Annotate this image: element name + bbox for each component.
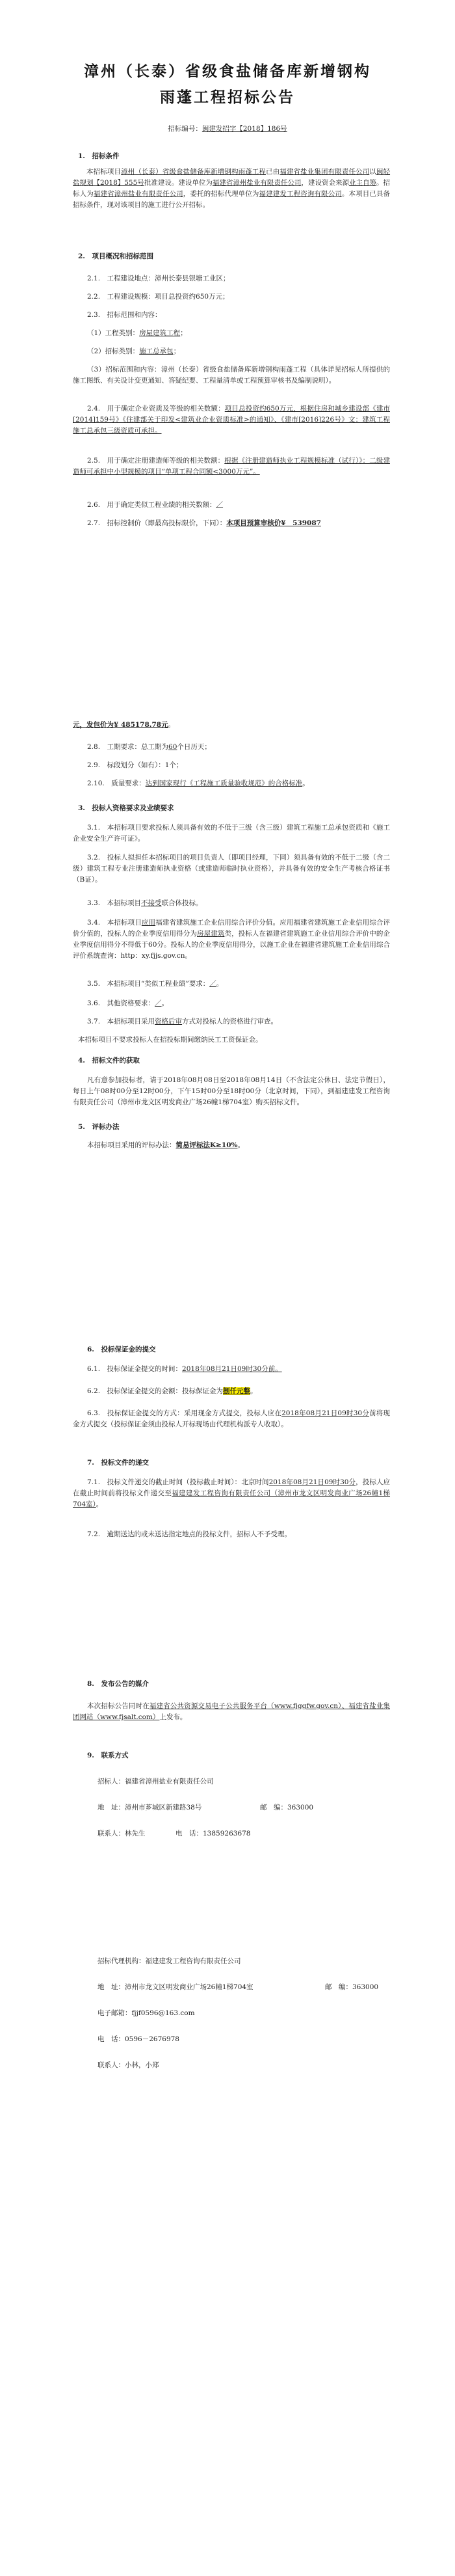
agent-name: 招标代理机构：福建建发工程咨询有限责任公司 bbox=[98, 1957, 241, 1965]
agent-phone: 电 话：0596－2676978 bbox=[98, 2035, 179, 2043]
section-9-heading: 9. 联系方式 bbox=[87, 1752, 129, 1759]
s7-item-2: 7.2. 逾期送达的或未送达指定地点的投标文件，招标人不予受理。 bbox=[87, 1530, 292, 1538]
s4-body: 凡有意参加投标者，请于2018年08月08日至2018年08月14日（不含法定公休日、法定节假日），每日上午08时00分至12时00分，下午15时00分至18时00分（北京时间，下同），到福建建发工程咨询有限责任公司（漳州市龙文区明发商业广场26幢1梯704室）购买招标文件。 bbox=[73, 1076, 390, 1106]
tender-number-label: 招标编号： bbox=[168, 125, 202, 133]
section-6-heading: 6. 投标保证金的提交 bbox=[87, 1346, 156, 1353]
s2-item-8: 2.8. 工期要求：总工期为60个日历天； bbox=[87, 743, 211, 751]
tender-number-value: 闽建发招字【2018】186号 bbox=[202, 125, 287, 133]
s2-item-6: 2.6. 用于确定类似工程业绩的相关数额：／ bbox=[87, 501, 224, 509]
s6-item-2: 6.2. 投标保证金提交的金额：投标保证金为捌仟元整。 bbox=[87, 1387, 257, 1395]
s2-item-10: 2.10. 质量要求：达到国家现行《工程施工质量验收规范》的合格标准。 bbox=[87, 780, 309, 787]
tender-number bbox=[0, 124, 455, 135]
s2-item-3-1: （1）工程类别：房屋建筑工程； bbox=[87, 329, 187, 337]
s2-item-7: 2.7. 招标控制价（即最高投标限价，下同）：本项目预算审核价¥ 539087 bbox=[87, 519, 321, 527]
s5-body: 本招标项目采用的评标办法：简易评标法K≥10%。 bbox=[87, 1141, 245, 1149]
page-title-line1: 漳州（长泰）省级食盐储备库新增钢构 bbox=[84, 63, 371, 80]
s2-item-4: 2.4. 用于确定企业资质及等级的相关数额：项目总投资约650万元，根据住房和城乡建设部《建市[2014]159号》《住建部关于印发<建筑业企业资质标准>的通知》、《建市[2016]226号》文：建筑工程施工总承包三级资质可承担。 bbox=[73, 405, 390, 435]
section-3-heading: 3. 投标人资格要求及业绩要求 bbox=[78, 804, 174, 812]
page-title-line2: 雨蓬工程招标公告 bbox=[160, 89, 295, 106]
section-8-heading: 8. 发布公告的媒介 bbox=[87, 1680, 149, 1688]
s2-item-1: 2.1. 工程建设地点：漳州长泰县银塘工业区； bbox=[87, 275, 230, 282]
s6-item-1: 6.1. 投标保证金提交的时间：2018年08月21日09时30分前。 bbox=[87, 1365, 282, 1373]
s7-item-1: 7.1. 投标文件递交的截止时间（投标截止时间）：北京时间2018年08月21日09时30分，投标人应在截止时间前将投标文件递交至福建建发工程咨询有限责任公司（漳州市龙文区明发商业广场26幢1梯704室）。 bbox=[73, 1478, 391, 1508]
s3-item-7: 3.7. 本招标项目采用资格后审方式对投标人的资格进行审查。 bbox=[87, 1018, 278, 1025]
tenderer-address: 地 址：漳州市芗城区新建路38号 邮 编：363000 bbox=[98, 1804, 314, 1811]
s8-body: 本次招标公告同时在福建省公共资源交易电子公共服务平台（www.fjggfw.gov.cn）、福建省盐业集团网站（www.fjsalt.com）上发布。 bbox=[73, 1702, 390, 1721]
s2-item-7-cont: 元，发包价为¥ 485178.78元。 bbox=[73, 721, 176, 729]
section-4-heading: 4. 招标文件的获取 bbox=[78, 1057, 140, 1064]
section-1-heading: 1. 招标条件 bbox=[78, 152, 120, 160]
s3-item-2: 3.2. 投标人拟担任本招标项目的项目负责人（即项目经理，下同）须具备有效的不低于二级（含二级）建筑工程专业注册建造师执业资格（或建造师临时执业资格），并具备有效的安全生产考核合格证书（B证）。 bbox=[73, 854, 390, 884]
s3-item-8: 本招标项目不要求投标人在招投标期间缴纳民工工资保证金。 bbox=[78, 1036, 263, 1044]
s2-item-9: 2.9. 标段划分（如有）：1个； bbox=[87, 761, 183, 769]
tenderer-contact: 联系人：林先生 电 话：13859263678 bbox=[98, 1830, 251, 1837]
s2-item-5: 2.5. 用于确定注册建造师等级的相关数额：根据《注册建造师执业工程规模标准（试行）》：二级建造师可承担中小型规模的项目“单项工程合同额<3000万元”。 bbox=[73, 457, 390, 476]
s3-item-1: 3.1. 本招标项目要求投标人须具备有效的不低于三级（含三级）建筑工程施工总承包资质和《施工企业安全生产许可证》。 bbox=[73, 824, 390, 843]
s2-item-3-3: （3）招标范围和内容：漳州（长泰）省级食盐储备库新增钢构雨蓬工程（具体详见招标人所提供的施工图纸、有关设计变更通知、答疑纪要、工程量清单或工程预算审核书及编制说明）。 bbox=[73, 366, 390, 385]
section-7-heading: 7. 投标文件的递交 bbox=[87, 1459, 149, 1467]
tenderer-name: 招标人：福建省漳州盐业有限责任公司 bbox=[98, 1778, 214, 1785]
section-5-heading: 5. 评标办法 bbox=[78, 1123, 120, 1131]
s3-item-6: 3.6. 其他资格要求：／。 bbox=[87, 999, 169, 1007]
section-1-body: 本招标项目漳州（长泰）省级食盐储备库新增钢构雨蓬工程已由福建省盐业集团有限责任公司以闽轻盐规划【2018】555号批准建设。建设单位为福建省漳州盐业有限责任公司，建设资金来源业主自筹。招标人为福建省漳州盐业有限责任公司，委托的招标代理单位为福建建发工程咨询有限公司。本项目已具备招标条件，现对该项目的施工进行公开招标。 bbox=[73, 168, 391, 209]
agent-contact: 联系人：小林，小郑 bbox=[98, 2061, 159, 2069]
s6-item-3: 6.3. 投标保证金提交的方式：采用现金方式提交，投标人应在2018年08月21日09时30分前将现金方式提交（投标保证金须由投标人开标现场由代理机构派专人收取）。 bbox=[73, 1409, 390, 1428]
agent-address: 地 址：漳州市龙文区明发商业广场26幢1梯704室 邮 编：363000 bbox=[98, 1983, 379, 1991]
agent-email: 电子邮箱：fjjf0596@163.com bbox=[98, 2009, 195, 2017]
s3-item-4: 3.4. 本招标项目应用福建省建筑施工企业信用综合评价分值。应用福建省建筑施工企业信用综合评价分值的，投标人的企业季度信用得分为房屋建筑类，投标人在福建省建筑施工企业信用综合评价中的企业季度信用得分不得低于60分。投标人的企业季度信用得分，以施工企业在福建省建筑施工企业信用综合评价系统查询：http：xy.fjjs.gov.cn。 bbox=[73, 919, 391, 960]
s3-item-5: 3.5. 本招标项目“类似工程业绩”要求：／。 bbox=[87, 980, 224, 988]
s3-item-3: 3.3. 本招标项目不接受联合体投标。 bbox=[87, 899, 203, 907]
section-2-heading: 2. 项目概况和招标范围 bbox=[78, 252, 153, 260]
s2-item-2: 2.2. 工程建设规模：项目总投资约650万元； bbox=[87, 293, 229, 301]
s2-item-3: 2.3. 招标范围和内容： bbox=[87, 311, 162, 319]
s2-item-3-2: （2）招标类别：施工总承包； bbox=[87, 347, 181, 355]
